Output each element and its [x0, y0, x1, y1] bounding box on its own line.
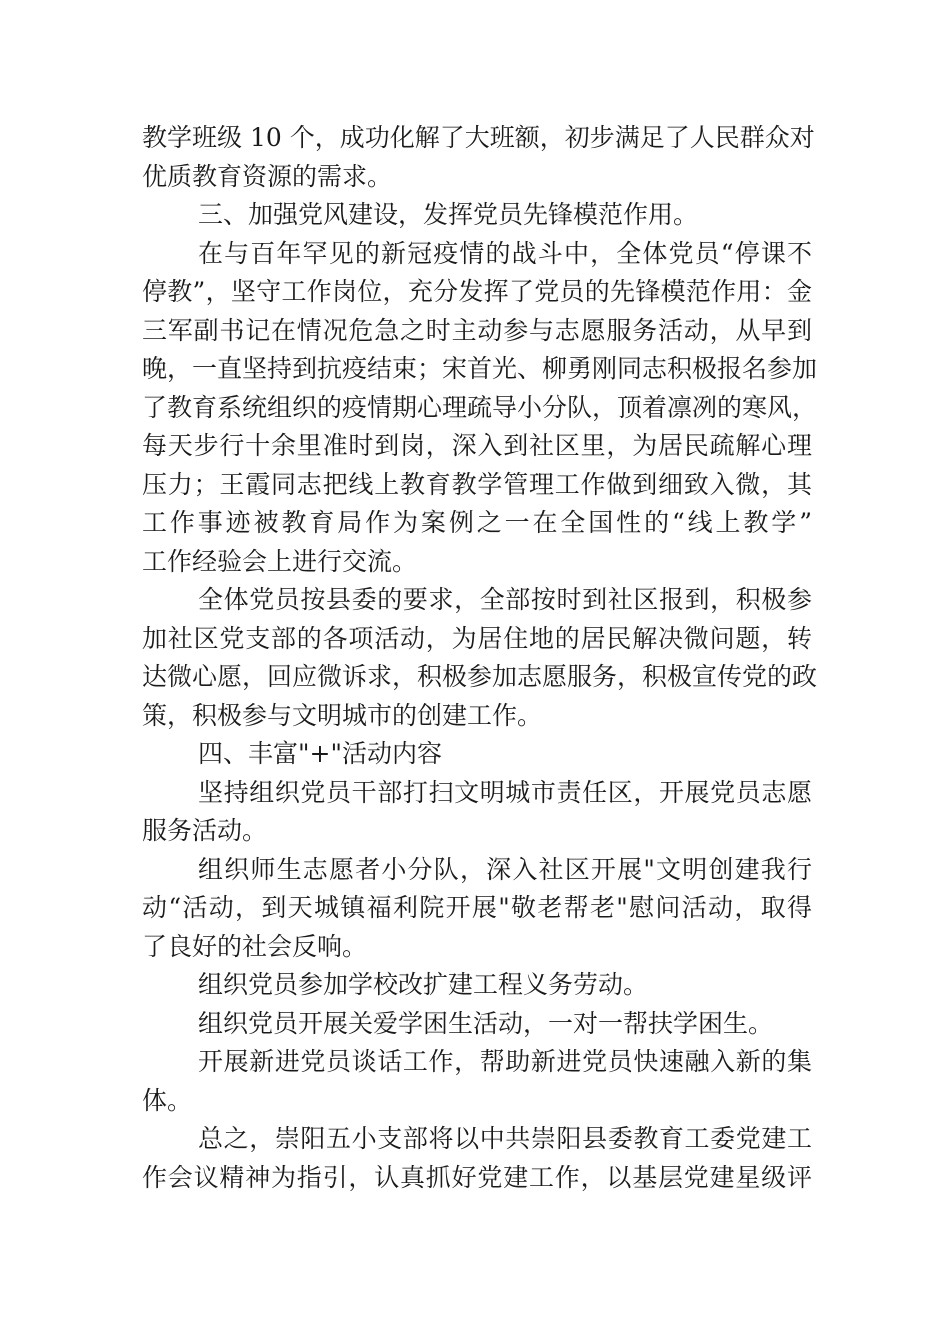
- text-line: 全体党员按县委的要求，全部按时到社区报到，积极参: [198, 585, 812, 614]
- text-line: 每天步行十余里准时到岗，深入到社区里，为居民疏解心理: [142, 431, 812, 460]
- text-line: 四、丰富"+"活动内容: [198, 739, 442, 768]
- text-line: 了教育系统组织的疫情期心理疏导小分队，顶着凛冽的寒风，: [142, 392, 818, 422]
- text-line: 组织党员开展关爱学困生活动，一对一帮扶学困生。: [198, 1008, 774, 1038]
- text-line: 策，积极参与文明城市的创建工作。: [142, 700, 543, 730]
- text-line: 在与百年罕见的新冠疫情的战斗中，全体党员“停课不: [198, 238, 812, 268]
- text-line: 压力；王霞同志把线上教育教学管理工作做到细致入微，其: [142, 469, 812, 499]
- text-line: 体。: [142, 1085, 193, 1115]
- text-line: 了良好的社会反响。: [142, 931, 368, 961]
- text-line: 动“活动，到天城镇福利院开展"敬老帮老"慰问活动，取得: [142, 893, 812, 922]
- text-line: 坚持组织党员干部打扫文明城市责任区，开展党员志愿: [198, 777, 812, 807]
- text-line: 工作经验会上进行交流。: [142, 546, 418, 576]
- text-line: 三、加强党风建设，发挥党员先锋模范作用。: [198, 200, 699, 229]
- text-line: 三军副书记在情况危急之时主动参与志愿服务活动，从早到: [142, 315, 812, 345]
- text-line: 停教”，坚守工作岗位，充分发挥了党员的先锋模范作用：金: [142, 277, 812, 306]
- text-line: 总之，崇阳五小支部将以中共崇阳县委教育工委党建工: [198, 1124, 812, 1153]
- document-body: [142, 119, 818, 1197]
- text-line: 服务活动。: [142, 816, 268, 845]
- text-line: 工作事迹被教育局作为案例之一在全国性的“线上教学”: [142, 508, 812, 537]
- text-line: 开展新进党员谈话工作，帮助新进党员快速融入新的集: [198, 1047, 812, 1076]
- text-line: 教学班级 10 个，成功化解了大班额，初步满足了人民群众对: [142, 123, 815, 152]
- text-line: 组织党员参加学校改扩建工程义务劳动。: [198, 970, 649, 999]
- text-line: 组织师生志愿者小分队，深入社区开展"文明创建我行: [198, 854, 812, 884]
- text-line: 作会议精神为指引，认真抓好党建工作，以基层党建星级评: [142, 1162, 812, 1192]
- text-line: 晚，一直坚持到抗疫结束；宋首光、柳勇刚同志积极报名参加: [142, 354, 818, 383]
- text-line: 优质教育资源的需求。: [142, 161, 393, 191]
- text-line: 达微心愿，回应微诉求，积极参加志愿服务，积极宣传党的政: [142, 662, 818, 691]
- text-line: 加社区党支部的各项活动，为居住地的居民解决微问题，转: [142, 623, 812, 653]
